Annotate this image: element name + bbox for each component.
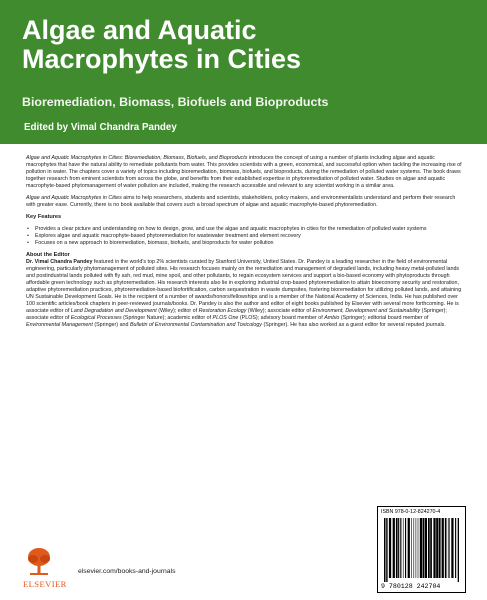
about-editor-paragraph	[26, 259, 462, 329]
publisher-name: ELSEVIER	[23, 579, 67, 589]
intro-paragraph	[26, 155, 462, 190]
intro-text: introduces the concept of using a number of plants including algae and aquatic macrophytes that have the natural ability to remediate pollutants from water. This provides scientists with a green, economical, and successful option when tackling the increasing rise of pollution in water. The chapters cover a variety of topics including bioremediation, biomass, biofuels, and bioproducts, during the remediation of polluted water systems. The book draws together research from eminent scientists from across the globe, and benefits from their established expertise in phytoremediation of polluted water. Studies on algae and aquatic macrophyte-based phytomanagement of water pollution are included, making the research accessible and relevant to any scientist working in a similar area.	[26, 155, 462, 189]
about-editor-heading: About the Editor	[26, 252, 70, 258]
book-title	[22, 16, 301, 74]
bio-text: featured in the world's top 2% scientists curated by Stanford University, United States. Dr. Pandey is a leading researcher in the field of environmental engineering, particularly phytomanagement of polluted sites. His research focuses mainly on the remediation and management of degraded lands, including heavy metal-polluted lands and postindustrial lands polluted with fly ash, red mud, mine spoil, and other pollutants, to regain ecosystem services and support a bio-based economy with phytoproducts through affordable green technology such as phytoremediation. His research interests also lie in exploring industrial crop-based phytoremediation to attain bioeconomy security and restoration, adaptive phytoremediation practices, phytoremediation-based biofortification, carbon sequestration in waste dumpsites, fostering bioremediation for utilizing polluted lands, and attaining UN Sustainable Development Goals. He is the recipient of a number of awards/honors/fellowships and is a member of the National Academy of Sciences, India. He has published over 100 scientific articles/book chapters in peer-reviewed journals/books. Dr. Pandey is also the author and editor of eight books published by Elsevier with several more forthcoming. He is associate editor of	[26, 259, 462, 314]
bio-text: (Springer); editorial board member of	[339, 315, 429, 321]
bio-text: (Springer). He has also worked as a guest editor for several reputed journals.	[261, 322, 446, 328]
journal-title: Restoration Ecology	[198, 308, 247, 314]
journal-title: Environment, Development and Sustainability	[312, 308, 421, 314]
audience-text: aims to help researchers, students and scientists, stakeholders, policy makers, and environmentalists understand and perform their research with greater ease. Currently, there is no book available that covers such a broad spectrum of algae and aquatic macrophyte-based phytoremediation.	[26, 195, 456, 208]
bio-text: (Springer Nature); academic editor of	[121, 315, 213, 321]
isbn-label: ISBN 978-0-12-824270-4	[381, 509, 441, 515]
bio-text: (Springer); associate editor of	[26, 308, 447, 321]
about-editor-section	[26, 252, 462, 329]
title-banner	[0, 0, 487, 144]
list-item: • Focuses on a new approach to bioremediation, biomass, biofuels, and bioproducts for water pollution	[26, 240, 462, 247]
publisher-url[interactable]: elsevier.com/books-and-journals	[78, 568, 176, 575]
bio-text: (Wiley); editor of	[156, 308, 199, 314]
book-title-line-2: Macrophytes in Cities	[22, 44, 302, 74]
key-features-list	[26, 226, 462, 247]
editor-name: Dr. Vimal Chandra Pandey	[26, 259, 93, 265]
journal-title: Ambio	[324, 315, 340, 321]
list-item: • Explores algae and aquatic macrophyte-based phytoremediation for wastewater treatment and element recovery	[26, 233, 462, 240]
journal-title: PLOS One	[212, 315, 239, 321]
barcode	[383, 518, 460, 582]
barcode-number: 9 780128 242704	[381, 583, 441, 590]
book-subtitle: Bioremediation, Biomass, Biofuels and Bioproducts	[22, 95, 329, 109]
journal-title: Ecological Processes	[70, 315, 122, 321]
isbn-barcode-box	[377, 506, 466, 593]
journal-title: Environmental Management	[26, 322, 93, 328]
bio-text: (Wiley); associate editor of	[246, 308, 313, 314]
book-title-line-1: Algae and Aquatic	[22, 15, 257, 45]
key-features-heading: Key Features	[26, 214, 62, 220]
description-body	[26, 155, 462, 329]
audience-book-title: Algae and Aquatic Macrophytes in Cities	[26, 195, 122, 201]
journal-title: Bulletin of Environmental Contamination and Toxicology	[129, 322, 262, 328]
journal-title: Land Degradation and Development	[70, 308, 157, 314]
intro-book-title: Algae and Aquatic Macrophytes in Cities: Bioremediation, Biomass, Biofuels, and Bioproducts	[26, 155, 248, 161]
bio-text: (PLOS); advisory board member of	[238, 315, 325, 321]
elsevier-tree-logo	[26, 547, 52, 577]
editor-credit: Edited by Vimal Chandra Pandey	[24, 122, 177, 133]
audience-paragraph	[26, 195, 462, 209]
bio-text: (Springer) and	[92, 322, 130, 328]
list-item: • Provides a clear picture and understanding on how to design, grow, and use the algae and aquatic macrophytes in cities for the remediation of polluted water systems	[26, 226, 462, 233]
